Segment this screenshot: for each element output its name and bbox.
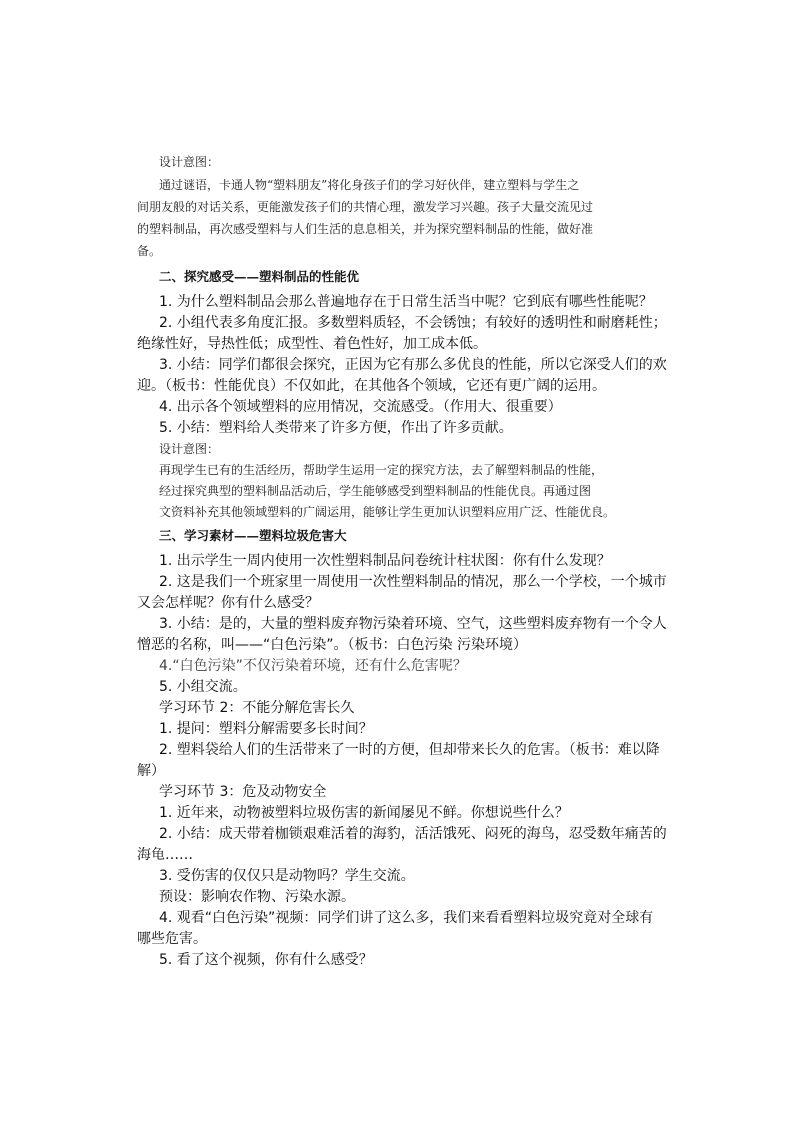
body-text-line: 海龟…… bbox=[137, 847, 193, 863]
design-intent-text: 设计意图： bbox=[159, 442, 220, 456]
body-text-line: 憎恶的名称，叫——“白色污染”。（板书：白色污染 污染环境） bbox=[137, 637, 527, 653]
body-text-line: 1. 近年来，动物被塑料垃圾伤害的新闻屡见不鲜。你想说些什么？ bbox=[159, 805, 569, 821]
design-intent-text: 间朋友般的对话关系，更能激发孩子们的共情心理，激发学习兴趣。孩子大量交流见过 bbox=[137, 200, 594, 214]
section-heading: 二、探究感受——塑料制品的性能优 bbox=[159, 269, 360, 284]
design-intent-text: 设计意图： bbox=[159, 155, 220, 169]
body-text-line: 预设：影响农作物、污染水源。 bbox=[159, 889, 355, 905]
body-text-line: 1. 出示学生一周内使用一次性塑料制品问卷统计柱状图：你有什么发现？ bbox=[159, 553, 611, 569]
body-text-line: 2. 小组代表多角度汇报。多数塑料质轻，不会锈蚀；有较好的透明性和耐磨耗性； bbox=[159, 315, 667, 331]
body-text-line: 迎。（板书：性能优良）不仅如此，在其他各个领域，它还有更广阔的运用。 bbox=[137, 378, 606, 394]
body-text-line: 4. 观看“白色污染”视频：同学们讲了这么多，我们来看看塑料垃圾究竟对全球有 bbox=[159, 910, 654, 926]
design-intent-text: 经过探究典型的塑料制品活动后，学生能够感受到塑料制品的性能优良。再通过图 bbox=[159, 484, 592, 498]
body-text-line: 1. 为什么塑料制品会那么普遍地存在于日常生活当中呢？它到底有哪些性能呢？ bbox=[159, 294, 653, 310]
body-text-line: 2. 小结：成天带着枷锁艰难活着的海豹，活活饿死、闷死的海鸟，忍受数年痛苦的 bbox=[159, 826, 667, 842]
body-text-line: 4. 出示各个领域塑料的应用情况，交流感受。（作用大、很重要） bbox=[159, 399, 562, 415]
design-intent-text: 再现学生已有的生活经历，帮助学生运用一定的探究方法，去了解塑料制品的性能， bbox=[159, 463, 604, 477]
design-intent-text: 备。 bbox=[137, 244, 162, 258]
body-text-line: 5. 小结：塑料给人类带来了许多方便，作出了许多贡献。 bbox=[159, 420, 513, 436]
body-text-line: 4.“白色污染”不仅污染着环境，还有什么危害呢？ bbox=[159, 658, 467, 674]
design-intent-text: 的塑料制品，再次感受塑料与人们生活的息息相关，并为探究塑料制品的性能，做好准 bbox=[137, 222, 594, 236]
section-heading: 三、学习素材——塑料垃圾危害大 bbox=[159, 528, 347, 543]
body-text-line: 3. 受伤害的仅仅只是动物吗？学生交流。 bbox=[159, 868, 415, 884]
body-text-line: 哪些危害。 bbox=[137, 931, 207, 947]
body-text-line: 解） bbox=[137, 763, 165, 779]
body-text-line: 2. 塑料袋给人们的生活带来了一时的方便，但却带来长久的危害。（板书：难以降 bbox=[159, 742, 660, 758]
body-text-line: 5. 小组交流。 bbox=[159, 679, 247, 695]
body-text-line: 5. 看了这个视频，你有什么感受？ bbox=[159, 952, 373, 968]
body-text-line: 3. 小结：是的，大量的塑料废弃物污染着环境、空气，这些塑料废弃物有一个令人 bbox=[159, 616, 667, 632]
body-text-line: 学习环节 2：不能分解危害长久 bbox=[159, 700, 355, 716]
body-text-line: 1. 提问：塑料分解需要多长时间？ bbox=[159, 721, 373, 737]
body-text-line: 绝缘性好，导热性低；成型性、着色性好，加工成本低。 bbox=[137, 336, 487, 352]
body-text-line: 2. 这是我们一个班家里一周使用一次性塑料制品的情况，那么一个学校，一个城市 bbox=[159, 574, 667, 590]
body-text-line: 学习环节 3：危及动物安全 bbox=[159, 784, 327, 800]
design-intent-text: 通过谜语，卡通人物“塑料朋友”将化身孩子们的学习好伙伴，建立塑料与学生之 bbox=[159, 178, 580, 192]
body-text-line: 又会怎样呢？你有什么感受？ bbox=[137, 595, 319, 611]
design-intent-text: 文资料补充其他领域塑料的广阔运用，能够让学生更加认识塑料应用广泛、性能优良。 bbox=[159, 505, 616, 519]
body-text-line: 3. 小结：同学们都很会探究，正因为它有那么多优良的性能，所以它深受人们的欢 bbox=[159, 357, 667, 373]
